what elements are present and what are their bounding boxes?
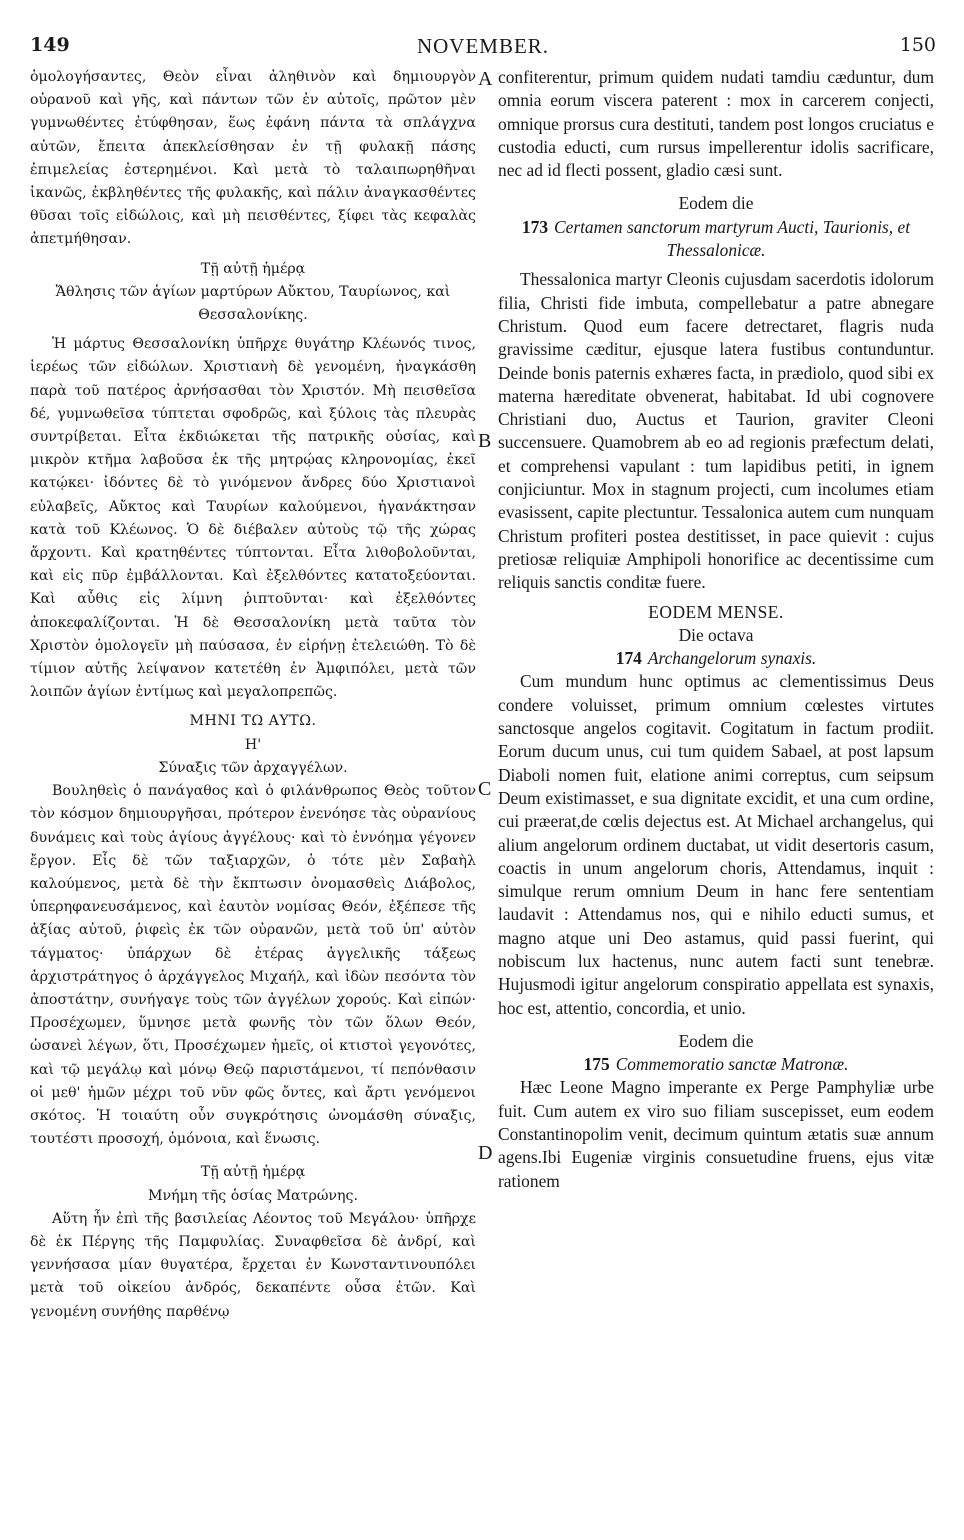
greek-paragraph-2: Ἡ μάρτυς Θεσσαλονίκη ὑπῆρχε θυγάτηρ Κλέωνός τινος, ἱερέως τῶν εἰδώλων. Χριστιανὴ δὲ γενομένη, ἠναγκάσθη παρὰ τοῦ πατέρος ἀρνήσασθαι τὸν Χριστόν. Μὴ πεισθεῖσα δέ, γυμνωθεῖσα τύπτεται σφοδρῶς, καὶ ξύλοις τὰς πλευρὰς συντρίβεται. Εἶτα ἐκδιώκεται τῆς πατρικῆς οὐσίας, καὶ μικρὸν κτῆμα λαβοῦσα ἐκ τῆς μητρῴας κληρονομίας, ἐκεῖ κατῴκει· ἰδόντες δὲ τὸ γινόμενον ἄνδρες δύο Χριστιανοὶ εὐλαβεῖς, Αὔκτος καὶ Ταυρίων καλούμενοι, ἠγανάκτησαν κατὰ τοῦ Κλέωνος. Ὁ δὲ διέβαλεν αὐτοὺς τῷ τῆς χώρας ἄρχοντι. Καὶ κρατηθέντες τύπτονται. Εἶτα λιθοβολοῦνται, καὶ εἰς πῦρ ἐμβάλλονται. Καὶ ἐξελθόντες κατατοξεύονται. Καὶ αὖθις εἰς λίμνη ῥιπτοῦνται· καὶ ἐξελθόντες ἀποκεφαλίζονται. Ἡ δὲ Θεσσαλονίκη μετὰ ταῦτα τὸν Χριστὸν ὁμολογεῖν μὴ παύσασα, ἐν εἰρήνῃ ἐτελειώθη. Τὸ δὲ τίμιον αὐτῆς λείψανον κατετέθη ἐν Ἀμφιπόλει, μετὰ τῶν λοιπῶν ἁγίων ἐντίμως καὶ μεγαλοπρεπῶς. <box>30 336 476 701</box>
latin-paragraph-2: Thessalonica martyr Cleonis cujusdam sacerdotis idolorum filia, Christi fide imbuta, compellebatur a patre abnegare Christum. Quod eum facere detrectaret, flagris nuda gravissime cæditur, ejusque latera fustibus contunduntur. Deinde bonis paternis exhæres facta, in prædiolo, quod sibi ex materna hæreditate obvenerat, habitabat. Id ubi cognovere Christiani duo, Auctus et Taurion, graviter Cleoni succensuere. Quamobrem ab eo ad regionis præfectum delati, et comprehensi vapulant : tum lapidibus petiti, in ignem conjiciuntur. Mox in stagnum projecti, cum incolumes etiam evasissent, capite plectuntur. Tessalonica autem cum nunquam Christum profiteri postea destitisset, in pace quievit : cujus pretiosæ reliquiæ Amphipoli honorifice ac decentissime cum reliquis sanctis conditæ fuere. <box>498 269 934 593</box>
latin-heading-eodem-die-2: Eodem die <box>678 1030 754 1051</box>
greek-heading-month: ΜΗΝΙ ΤΩ ΑΥΤΩ. <box>189 713 317 730</box>
latin-heading-certamen: Certamen sanctorum martyrum Aucti, Taurionis, et Thessalonicæ. <box>554 216 911 261</box>
greek-paragraph-4: Αὕτη ἦν ἐπὶ τῆς βασιλείας Λέοντος τοῦ Μεγάλου· ὑπῆρχε δὲ ἐκ Πέργης τῆς Παμφυλίας. Συναφθεῖσα δὲ ἀνδρί, καὶ γεννήσασα μίαν θυγατέρα, ἔρχεται ἐν Κωνσταντινουπόλει μετὰ τοῦ οἰκείου ἀνδρός, δεκαπέντε οὖσα ἐτῶν. Καὶ γενομένη συνήθης παρθένῳ <box>30 1210 476 1320</box>
greek-heading-same-day-1: Τῇ αὐτῇ ἡμέρᾳ <box>200 260 306 277</box>
greek-paragraph-1: ὁμολογήσαντες, Θεὸν εἶναι ἀληθινὸν καὶ δημιουργὸν οὐρανοῦ καὶ γῆς, καὶ πάντων τῶν ἐν αὐτοῖς, πρῶτον μὲν γυμνωθέντες ἐτύφθησαν, ἕως ἐφάνη πάντα τὰ σπλάγχνα αὐτῶν, ἔπειτα ἀπεκλείσθησαν ἐν τῇ φυλακῇ πάσης ἐπιμελείας ἐστερημένοι. Καὶ μετὰ τὸ ταλαιπωρηθῆναι ἱκανῶς, ἐκβληθέντες τῆς φυλακῆς, καὶ πάλιν ἀναγκασθέντες θῦσαι τοῖς εἰδώλοις, καὶ μὴ πεισθέντες, ξίφει τὰς κεφαλὰς ἀπετμήθησαν. <box>30 69 476 248</box>
section-number-173: 173 <box>521 216 549 237</box>
latin-heading-175 <box>498 1053 934 1076</box>
greek-heading-martyrs: Ἄθλησις τῶν ἁγίων μαρτύρων Αὔκτου, Ταυρίωνος, καὶ Θεσσαλονίκης. <box>55 283 451 324</box>
greek-paragraph-3: Βουληθεὶς ὁ πανάγαθος καὶ ὁ φιλάνθρωπος Θεὸς τοῦτον τὸν κόσμον δημιουργῆσαι, πρότερον ἐνενόησε τὰς οὐρανίους δυνάμεις καὶ τοὺς ἁγίους ἀγγέλους· καὶ τὸ ἐννόημα γέγονεν ἔργον. Εἷς δὲ τῶν ταξιαρχῶν, ὁ τότε μὲν Σαβαὴλ καλούμενος, μετὰ δὲ τὴν ἔκπτωσιν ὀνομασθεὶς Διάβολος, ὑπερηφανευσάμενος, καὶ ἑαυτὸν νομίσας Θεόν, ἐξέπεσε τῆς ἀξίας αὐτοῦ, ῥιφεὶς ἐκ τῶν οὐρανῶν, μετὰ τοῦ ὑπ' αὐτὸν τάγματος· ὑπάρχων δὲ ἑτέρας ἀγγελικῆς τάξεως ἀρχιστράτηγος ὁ ἀρχάγγελος Μιχαήλ, καὶ ἰδὼν πεσόντα τὸν ἀποστάτην, συνήγαγε τοὺς τῶν ἀγγέλων χορούς. Καὶ εἰπών· Προσέχωμεν, ὕμνησε μετὰ φωνῆς τὸν τῶν ὅλων Θεόν, ὡσανεὶ λέγων, ὅτι, Προσέχωμεν ἡμεῖς, οἱ κτιστοὶ γεγονότες, καὶ τῷ μεγάλῳ καὶ μόνῳ Θεῷ παριστάμενοι, τί πεπόνθασιν οἱ μεθ' ἡμῶν μέχρι τοῦ νῦν φῶς ὄντες, καὶ ἄρτι γενόμενοι σκότος. Ἡ τοιαύτη οὖν συγκρότησις ὠνομάσθη σύναξις, τουτέστι προσοχή, ὁμόνοια, καὶ ἕνωσις. <box>30 783 476 1148</box>
greek-heading-same-day-2: Τῇ αὐτῇ ἡμέρᾳ <box>200 1164 306 1181</box>
margin-marker-d: D <box>478 1142 493 1164</box>
margin-marker-c: C <box>478 778 492 800</box>
latin-column <box>498 66 934 1193</box>
latin-paragraph-4: Hæc Leone Magno imperante ex Perge Pamphyliæ urbe fuit. Cum autem ex viro suo filiam suscepisset, eum eodem Constantinopolim venit, decimum quintum ætatis suæ annum agens.Ibi Eugeniæ virginis consuetudine fruens, ejus vitæ rationem <box>498 1077 934 1191</box>
greek-column <box>30 66 476 1324</box>
greek-heading-day-number: Η' <box>244 736 262 753</box>
section-number-175: 175 <box>583 1054 610 1075</box>
section-number-174: 174 <box>615 648 642 669</box>
latin-paragraph-3: Cum mundum hunc optimus ac clementissimus Deus condere voluisset, primum omnium cœlestes virtutes sanctosque angelos cogitavit. Cogitatum in factum prodiit. Eorum ducum unus, cui tum quidem Sabael, at post lapsum Diaboli nomen fuit, elatione animi correptus, cum seipsum Deum existimasset, e sua dignitate excidit, et una cum ordine, cui præerat,de cœlis dejectus est. At Michael archangelus, qui alium angelorum ordinem ductabat, ut vidit desertoris casum, coactis in unum angelorum choris, Attendamus, inquit : simulque rerum omnium Deum in hanc fere sententiam laudavit : Attendamus nos, qui e nihilo educti sumus, et magno atque uni Deo astamus, quid passi fuerint, qui nobiscum lux hactenus, nunc autem facti sunt tenebræ. Hujusmodi igitur angelorum conspiratio appellata est synaxis, hoc est, attentio, concordia, et unio. <box>498 671 934 1018</box>
page-number-right: 150 <box>899 34 936 56</box>
margin-marker-b: B <box>478 430 492 452</box>
latin-heading-173 <box>498 216 934 263</box>
greek-heading-synaxis: Σύναξις τῶν ἀρχαγγέλων. <box>158 759 348 776</box>
latin-heading-eodem-die-1: Eodem die <box>678 193 754 214</box>
latin-heading-matrona: Commemoratio sanctæ Matronæ. <box>615 1054 849 1075</box>
latin-heading-synaxis: Archangelorum synaxis. <box>647 648 817 669</box>
page-header <box>30 34 936 64</box>
latin-heading-die-octava: Die octava <box>678 624 754 645</box>
latin-heading-174 <box>498 647 934 670</box>
page-number-left: 149 <box>30 34 70 56</box>
latin-heading-month: EODEM MENSE. <box>648 601 784 622</box>
latin-paragraph-1: confiterentur, primum quidem nudati tamdiu cæduntur, dum omnia eorum viscera paterent : mox in carcerem conjecti, omnique prorsus cura destituti, tandem post longos cruciatus e custodia educti, cum rursus impellerentur idolis sacrificare, nec ad id flecti possent, gladio cæsi sunt. <box>498 67 934 181</box>
running-title: NOVEMBER. <box>416 34 550 58</box>
greek-heading-matrona: Μνήμη τῆς ὁσίας Ματρώνης. <box>148 1187 358 1204</box>
margin-marker-a: A <box>478 68 493 90</box>
